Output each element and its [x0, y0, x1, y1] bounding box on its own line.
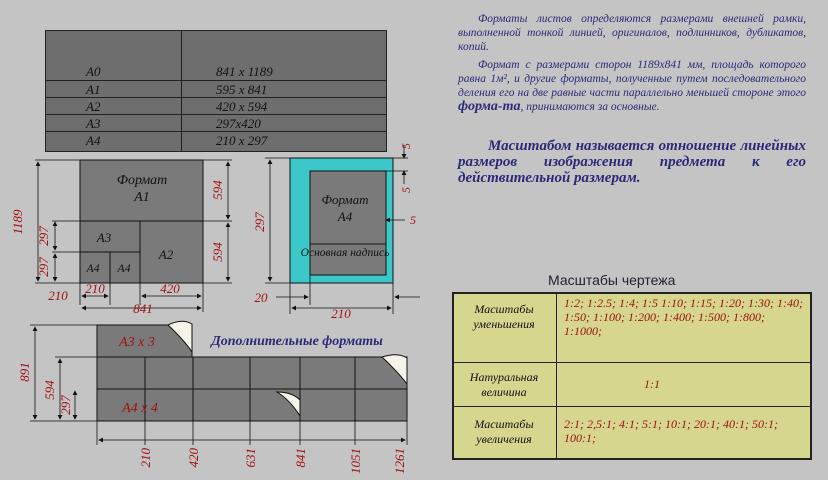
basic-formats-tail: , принимаются за основные.	[520, 101, 660, 113]
table-row	[454, 362, 810, 407]
dim-594: 594	[210, 180, 225, 200]
dim-label: 1051	[348, 448, 363, 474]
scale-type-label: Масштабы увеличения	[474, 417, 534, 446]
scale-definition: Масштабом называется отношение линейных размеров изображения предмета к его действительной размерам.	[458, 138, 806, 186]
a3x3-label: A3 x 3	[119, 335, 155, 350]
scales-table	[452, 292, 812, 460]
a1-diagram	[10, 160, 232, 316]
dim-label: 420	[186, 448, 201, 468]
dim-841: 841	[133, 301, 153, 316]
dim-297: 297	[36, 257, 51, 277]
a4-label: A4	[117, 261, 131, 275]
dim-594: 594	[210, 242, 225, 262]
dim-297: 297	[58, 395, 73, 415]
a4-label: A4	[337, 209, 353, 224]
dim-5: 5	[399, 187, 413, 193]
a3-label: A3	[96, 230, 112, 245]
additional-formats-diagram	[17, 321, 407, 474]
format-name: A4	[86, 133, 101, 148]
dim-label: 841	[293, 448, 308, 468]
title-block-label: Основная надпись	[300, 247, 390, 259]
a2-label: A2	[158, 247, 174, 262]
a1-label: A1	[134, 190, 150, 205]
scale-values: 1:2; 1:2.5; 1:4; 1:5 1:10; 1:15; 1:20; 1:30; 1:40; 1:50; 1:100; 1:200; 1:400; 1:500; 1:800; 1:1000;	[564, 296, 803, 338]
scales-title: Масштабы чертежа	[548, 272, 676, 288]
format-size: 420 x 594	[216, 99, 268, 114]
format-name: A2	[86, 99, 101, 114]
dim-210: 210	[331, 306, 351, 321]
a4-diagram	[252, 143, 420, 321]
table-row	[454, 294, 810, 362]
additional-formats-title: Дополнительные форматы	[211, 334, 383, 349]
scale-type-label: Натуральная величина	[469, 370, 539, 399]
scale-type-label: Масштабы уменьшения	[473, 302, 535, 331]
format-size: 595 x 841	[216, 82, 268, 97]
dim-5: 5	[410, 213, 416, 227]
dim-1189: 1189	[10, 209, 25, 235]
dim-420: 420	[160, 281, 180, 296]
dim-297: 297	[252, 212, 267, 232]
basic-formats-emphasis: форма-та	[458, 99, 521, 114]
formats-description: Форматы листов определяются размерами внешней рамки, выполненной тонкой линией, оригиналов, подлинников, дубликатов, копий.	[458, 13, 806, 53]
scale-values: 1:1	[644, 377, 660, 391]
format-size: 841 x 1189	[216, 64, 273, 79]
dim-297: 297	[36, 226, 51, 246]
dim-210: 210	[85, 281, 105, 296]
dim-label: 210	[138, 448, 153, 468]
format-name: A0	[86, 64, 101, 79]
format-label: Формат	[116, 173, 168, 188]
dim-label: 1261	[392, 448, 407, 474]
table-row	[454, 406, 810, 459]
a4-label: A4	[86, 261, 100, 275]
dim-210: 210	[48, 288, 68, 303]
format-name: A3	[86, 116, 101, 131]
dim-594: 594	[42, 380, 57, 400]
dim-891: 891	[17, 362, 32, 382]
format-size: 297x420	[216, 116, 261, 131]
format-size: 210 x 297	[216, 133, 268, 148]
format-name: A1	[86, 82, 101, 97]
dim-5: 5	[399, 143, 413, 149]
dim-20: 20	[254, 290, 268, 305]
format-label: Формат	[321, 192, 369, 207]
basic-formats-text: Формат с размерами сторон 1189x841 мм, площадь которого равна 1м², и другие форматы, полученные путем последовательного деления его на две равные части параллельно меньшей стороне этого	[458, 59, 806, 99]
a4x4-label: A4 x 4	[122, 401, 158, 416]
dim-label: 631	[243, 448, 258, 468]
scale-values: 2:1; 2,5:1; 4:1; 5:1; 10:1; 20:1; 40:1; 50:1; 100:1;	[564, 417, 778, 445]
